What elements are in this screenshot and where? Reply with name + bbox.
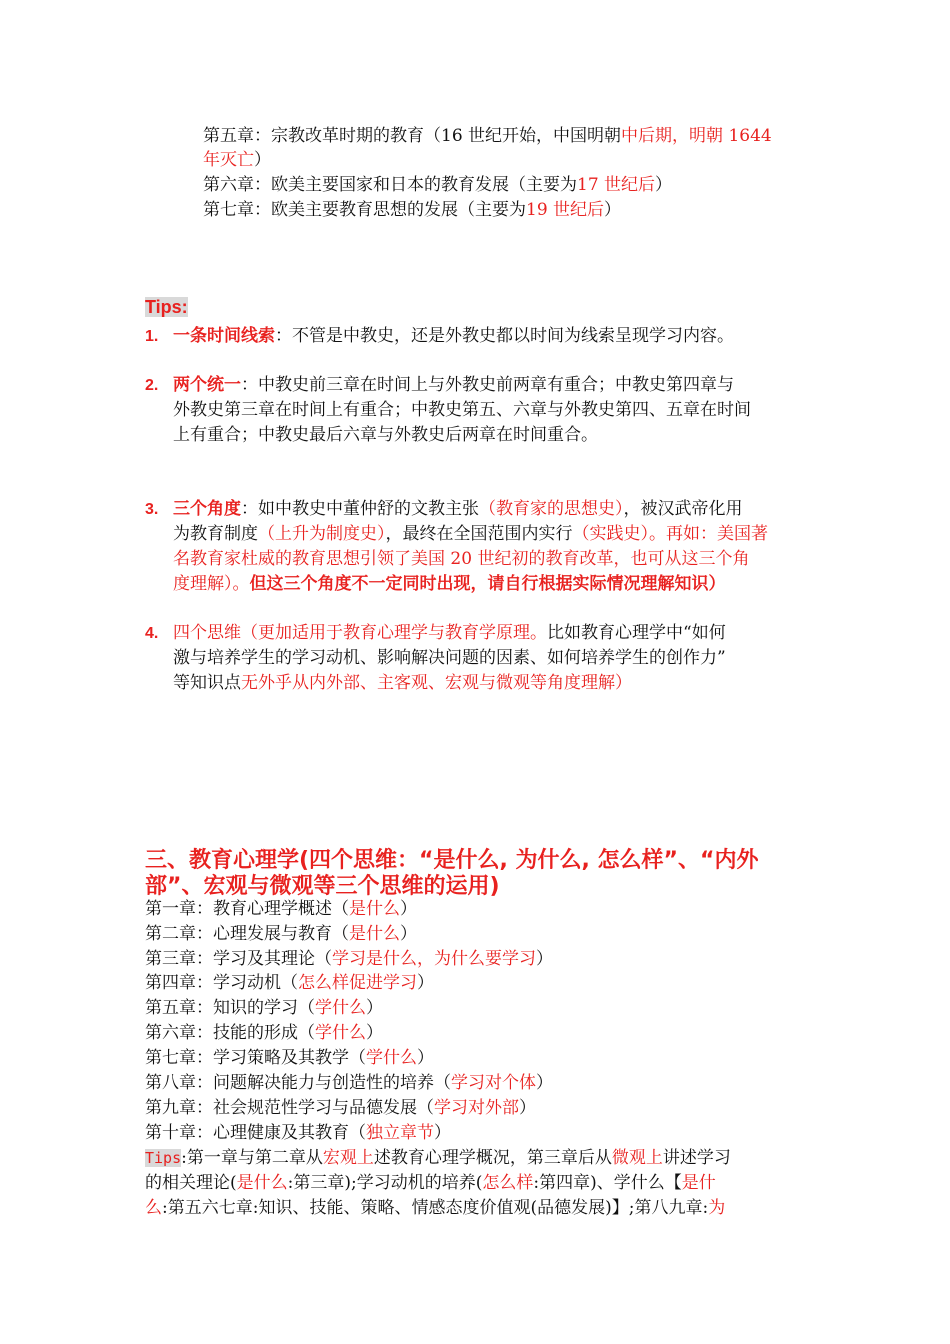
psych-chapter-6: 第六章：技能的形成（学什么） <box>145 1023 383 1043</box>
tips-item-3-line-2: 为教育制度（上升为制度史），最终在全国范围内实行（实践史）。再如：美国著 <box>173 524 768 544</box>
psych-chapter-10: 第十章：心理健康及其教育（独立章节） <box>145 1123 451 1143</box>
psych-tips-label: Tips <box>145 1149 182 1167</box>
tips-item-2-line-2: 外教史第三章在时间上有重合；中教史第五、六章与外教史第四、五章在时间 <box>173 400 751 420</box>
tips-item-1: 一条时间线索：不管是中教史，还是外教史都以时间为线索呈现学习内容。 <box>173 326 734 346</box>
tips-item-1-number: 1. <box>145 328 159 345</box>
psych-chapter-9: 第九章：社会规范性学习与品德发展（学习对外部） <box>145 1098 536 1118</box>
psych-chapter-2: 第二章：心理发展与教育（是什么） <box>145 924 417 944</box>
chapter-5-line-cont: 年灭亡） <box>203 150 271 170</box>
psych-tips-line-1: Tips:第一章与第二章从宏观上述教育心理学概况，第三章后从微观上讲述学习 <box>145 1148 731 1168</box>
tips-item-4-line-3: 等知识点无外乎从内外部、主客观、宏观与微观等角度理解） <box>173 673 632 693</box>
chapter-5-line: 第五章：宗教改革时期的教育（16 世纪开始，中国明朝中后期，明朝 1644 <box>203 126 772 146</box>
psych-tips-line-3: 么:第五六七章:知识、技能、策略、情感态度价值观(品德发展)】;第八九章:为 <box>145 1198 726 1218</box>
tips-title: Tips: <box>145 297 188 317</box>
tips-item-3-line-4: 度理解）。但这三个角度不一定同时出现，请自行根据实际情况理解知识） <box>173 574 726 594</box>
tips-item-2-line-3: 上有重合；中教史最后六章与外教史后两章在时间重合。 <box>173 425 598 445</box>
section-3-heading-line-2: 部”、宏观与微观等三个思维的运用) <box>145 874 500 899</box>
tips-item-3-line-1: 三个角度：如中教史中董仲舒的文教主张（教育家的思想史），被汉武帝化用 <box>173 499 743 519</box>
psych-chapter-3: 第三章：学习及其理论（学习是什么，为什么要学习） <box>145 949 553 969</box>
chapter-7-line: 第七章：欧美主要教育思想的发展（主要为19 世纪后） <box>203 200 622 220</box>
chapter-6-line: 第六章：欧美主要国家和日本的教育发展（主要为17 世纪后） <box>203 175 673 195</box>
psych-chapter-1: 第一章：教育心理学概述（是什么） <box>145 899 417 919</box>
psych-chapter-4: 第四章：学习动机（怎么样促进学习） <box>145 973 434 993</box>
tips-item-4-number: 4. <box>145 625 159 642</box>
section-3-heading-line-1: 三、教育心理学(四个思维：“是什么, 为什么, 怎么样”、“内外 <box>145 848 759 873</box>
tips-item-2-number: 2. <box>145 377 159 394</box>
tips-item-3-line-3: 名教育家杜威的教育思想引领了美国 20 世纪初的教育改革，也可从这三个角 <box>173 549 750 569</box>
psych-chapter-7: 第七章：学习策略及其教学（学什么） <box>145 1048 434 1068</box>
tips-item-2-line-1: 两个统一：中教史前三章在时间上与外教史前两章有重合；中教史第四章与 <box>173 375 734 395</box>
tips-item-4-line-1: 四个思维（更加适用于教育心理学与教育学原理。比如教育心理学中“如何 <box>173 623 726 643</box>
tips-item-3-number: 3. <box>145 501 159 518</box>
psych-chapter-5: 第五章：知识的学习（学什么） <box>145 998 383 1018</box>
tips-item-4-line-2: 激与培养学生的学习动机、影响解决问题的因素、如何培养学生的创作力” <box>173 648 726 668</box>
psych-tips-line-2: 的相关理论(是什么:第三章);学习动机的培养(怎么样:第四章)、学什么【是什 <box>145 1173 716 1193</box>
psych-chapter-8: 第八章：问题解决能力与创造性的培养（学习对个体） <box>145 1073 553 1093</box>
